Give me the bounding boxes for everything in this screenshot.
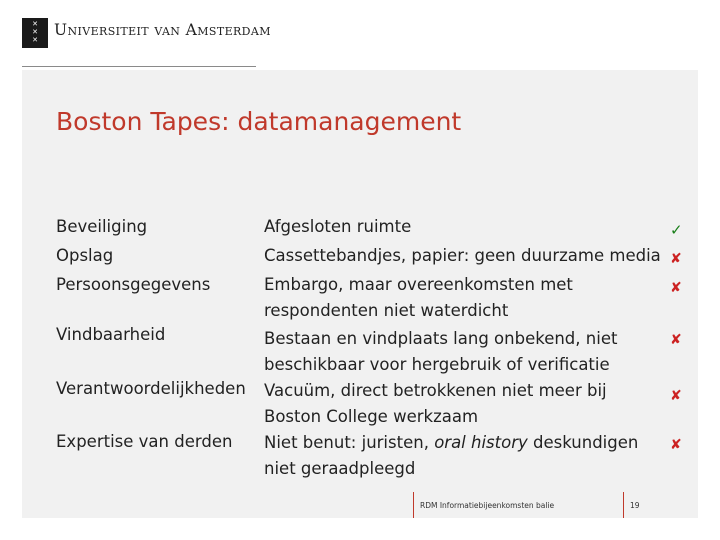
row-desc-beveiliging bbox=[264, 214, 411, 240]
cross-icon: ✘ bbox=[670, 280, 682, 296]
desc-text: deskundigen bbox=[527, 433, 639, 452]
cross-icon: ✘ bbox=[670, 388, 682, 404]
row-label-expertise: Expertise van derden bbox=[56, 432, 233, 451]
cross-icon: ✘ bbox=[670, 332, 682, 348]
row-label-verantwoordelijkheden: Verantwoordelijkheden bbox=[56, 379, 246, 398]
header-divider bbox=[22, 66, 256, 67]
desc-line: Boston College werkzaam bbox=[264, 407, 479, 426]
desc-line: Vacuüm, direct betrokkenen niet meer bij bbox=[264, 381, 607, 400]
footer-text: RDM Informatiebijeenkomsten balie bbox=[420, 501, 555, 510]
institution-name: Universiteit van Amsterdam bbox=[54, 21, 271, 39]
slide-title: Boston Tapes: datamanagement bbox=[56, 107, 462, 136]
logo-cross-icon: ✕ bbox=[32, 20, 38, 28]
logo-cross-icon: ✕ bbox=[32, 28, 38, 36]
desc-line bbox=[264, 430, 638, 456]
row-desc-verantwoordelijkheden bbox=[264, 378, 607, 430]
cross-icon: ✘ bbox=[670, 251, 682, 267]
row-desc-persoonsgegevens bbox=[264, 272, 573, 324]
row-desc-opslag bbox=[264, 243, 661, 269]
desc-line: niet geraadpleegd bbox=[264, 459, 416, 478]
desc-line: beschikbaar voor hergebruik of verificatie bbox=[264, 355, 610, 374]
desc-line: Embargo, maar overeenkomsten met bbox=[264, 275, 573, 294]
desc-line: Afgesloten ruimte bbox=[264, 217, 412, 236]
row-label-beveiliging: Beveiliging bbox=[56, 217, 148, 236]
footer-divider-right bbox=[623, 492, 624, 518]
row-label-persoonsgegevens: Persoonsgegevens bbox=[56, 275, 211, 294]
check-icon: ✓ bbox=[670, 221, 683, 239]
cross-icon: ✘ bbox=[670, 437, 682, 453]
row-label-vindbaarheid: Vindbaarheid bbox=[56, 325, 166, 344]
page-number: 19 bbox=[630, 501, 640, 510]
desc-text: Niet benut: juristen, bbox=[264, 433, 435, 452]
footer-divider-left bbox=[413, 492, 414, 518]
row-desc-expertise bbox=[264, 430, 638, 482]
row-desc-vindbaarheid bbox=[264, 326, 617, 378]
desc-line: respondenten niet waterdicht bbox=[264, 301, 509, 320]
logo-cross-icon: ✕ bbox=[32, 36, 38, 44]
university-logo bbox=[22, 18, 48, 48]
desc-line: Bestaan en vindplaats lang onbekend, niet bbox=[264, 329, 618, 348]
desc-line: Cassettebandjes, papier: geen duurzame media bbox=[264, 246, 661, 265]
row-label-opslag: Opslag bbox=[56, 246, 114, 265]
desc-emphasis: oral history bbox=[434, 433, 528, 452]
